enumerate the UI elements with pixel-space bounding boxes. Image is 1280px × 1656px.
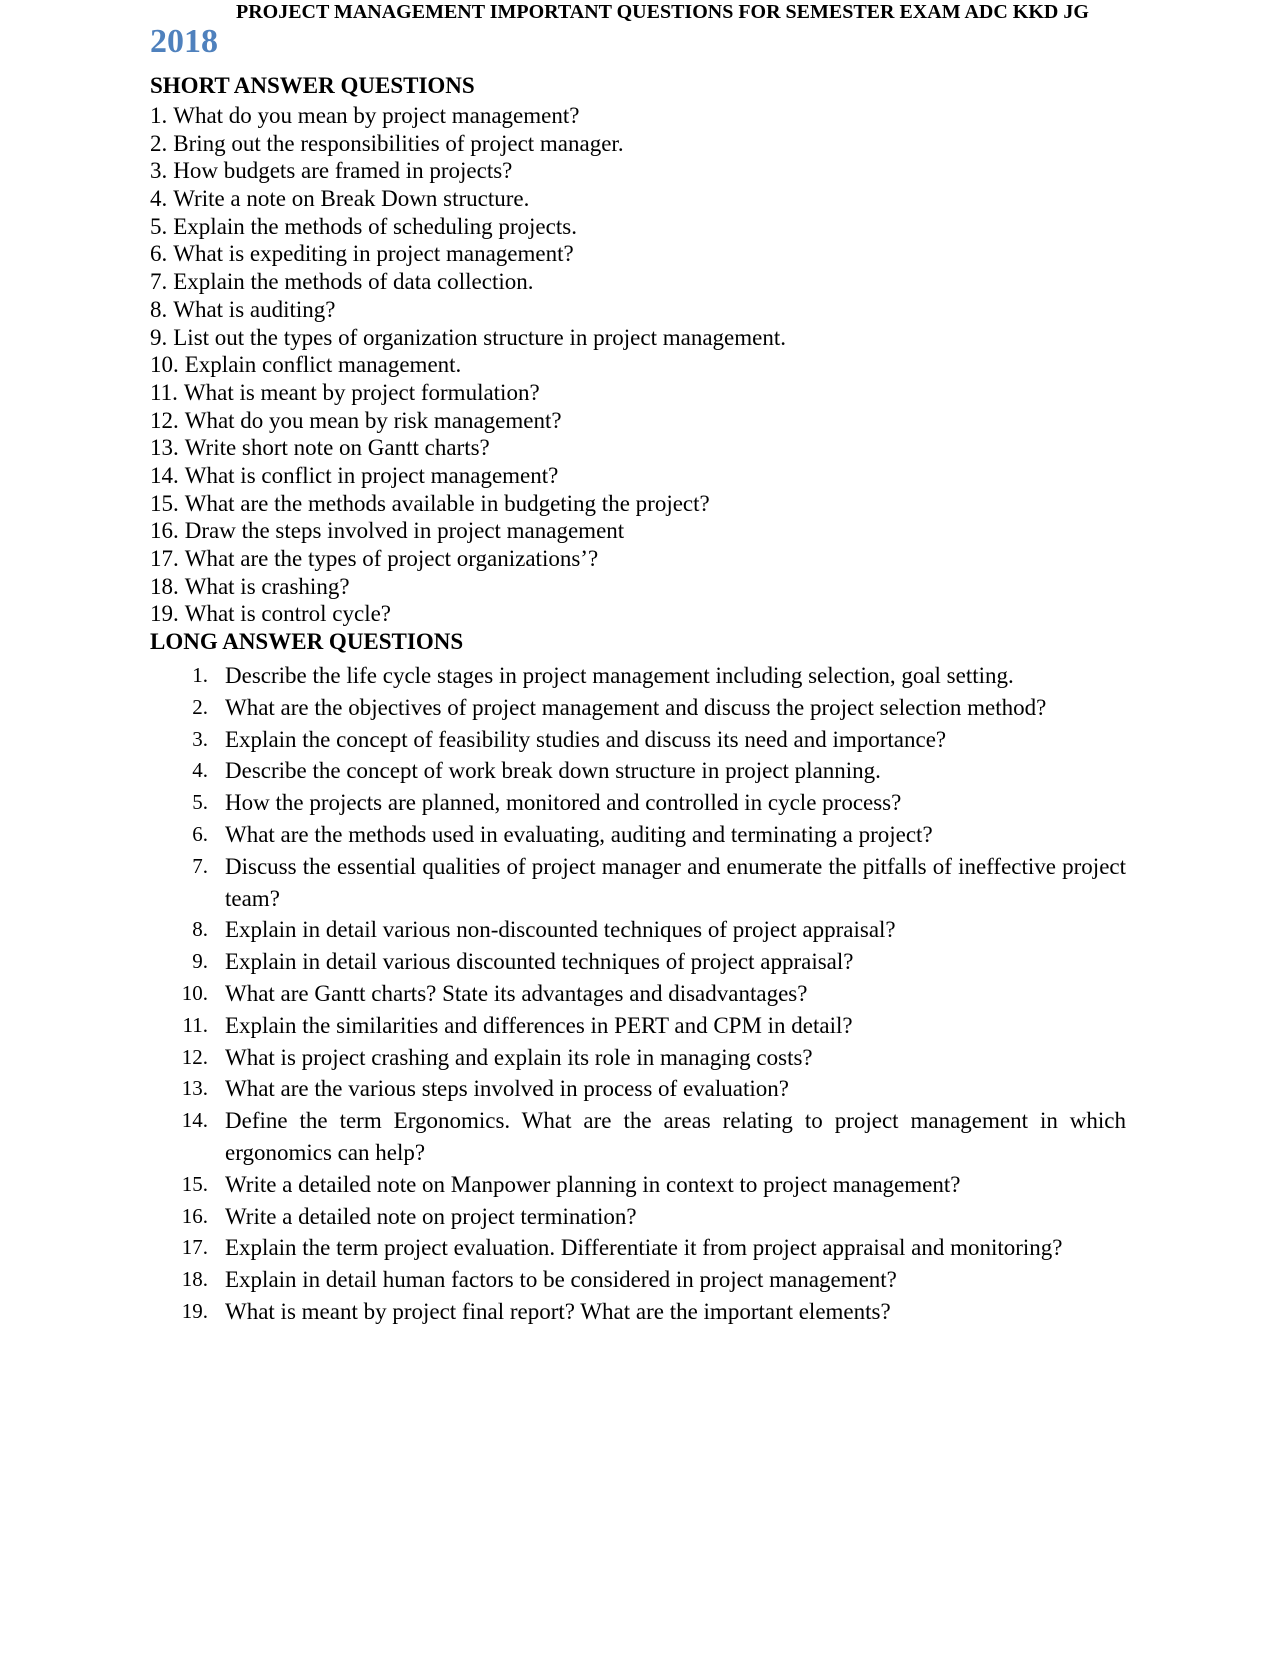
question-number: 16. [150, 518, 179, 544]
question-number: 12. [150, 407, 179, 433]
question-text: What are the types of project organizations’? [184, 546, 599, 571]
question-number: 10. [181, 980, 208, 1005]
long-question-item [150, 914, 1126, 946]
short-question-item [150, 407, 786, 435]
question-text: What is control cycle? [184, 601, 392, 627]
question-text: What are the methods used in evaluating, auditing and terminating a project? [225, 821, 933, 847]
question-text: What is crashing? [184, 573, 350, 599]
question-text: What do you mean by project management? [173, 103, 580, 128]
long-question-item [150, 819, 1126, 851]
long-question-item [150, 1169, 1126, 1201]
question-text: What are the methods available in budgeting the project? [184, 490, 710, 516]
short-question-item [150, 157, 786, 185]
question-text: Explain in detail human factors to be considered in project management? [225, 1267, 897, 1293]
question-text: What is meant by project formulation? [183, 379, 540, 405]
question-number: 15. [150, 490, 179, 516]
question-number: 13. [150, 435, 179, 461]
question-number: 2. [150, 130, 168, 156]
question-number: 10. [150, 352, 179, 378]
long-question-item [150, 755, 1126, 787]
short-question-item [150, 296, 786, 324]
short-question-item [150, 517, 786, 545]
question-number: 16. [181, 1203, 208, 1228]
question-number: 19. [181, 1298, 208, 1323]
question-text: Write short note on Gantt charts? [184, 435, 490, 461]
question-text: What are the objectives of project management and discuss the project selection method? [225, 694, 1047, 720]
short-question-item [150, 213, 786, 241]
long-answer-list [150, 660, 1126, 1328]
short-question-item [150, 130, 786, 158]
question-text: Explain the similarities and differences in PERT and CPM in detail? [225, 1012, 853, 1038]
long-question-item [150, 1201, 1126, 1233]
question-number: 15. [181, 1171, 208, 1196]
short-question-item [150, 434, 786, 462]
question-number: 14. [181, 1108, 208, 1133]
question-number: 3. [150, 158, 168, 184]
question-text: Explain the methods of data collection. [173, 269, 534, 295]
short-question-item [150, 268, 786, 296]
question-number: 13. [181, 1076, 208, 1101]
short-question-item [150, 379, 786, 407]
long-question-item [150, 787, 1126, 819]
short-question-item [150, 462, 786, 490]
question-number: 4. [192, 758, 208, 783]
long-question-item [150, 1105, 1126, 1169]
question-text: Explain in detail various discounted techniques of project appraisal? [225, 949, 854, 975]
long-question-item [150, 692, 1126, 724]
question-text: Bring out the responsibilities of project manager. [173, 130, 624, 156]
short-question-item [150, 545, 786, 573]
question-number: 2. [192, 694, 208, 719]
question-number: 3. [192, 726, 208, 751]
long-question-item [150, 1296, 1126, 1328]
question-text: Write a note on Break Down structure. [173, 186, 530, 212]
question-text: Explain the term project evaluation. Differentiate it from project appraisal and monitoring? [225, 1235, 1063, 1261]
short-question-item [150, 351, 786, 379]
question-text: How budgets are framed in projects? [173, 158, 513, 184]
question-text: What is auditing? [173, 296, 336, 322]
question-number: 9. [150, 324, 168, 350]
question-number: 4. [150, 186, 168, 212]
question-number: 1. [192, 663, 208, 687]
question-number: 8. [150, 296, 168, 322]
question-number: 12. [181, 1044, 208, 1069]
question-text: Discuss the essential qualities of project manager and enumerate the pitfalls of ineffective project team? [225, 853, 1126, 911]
question-text: Explain in detail various non-discounted techniques of project appraisal? [225, 917, 896, 943]
long-question-item [150, 1073, 1126, 1105]
question-text: What is project crashing and explain its role in managing costs? [225, 1044, 813, 1070]
short-answer-list [150, 102, 786, 628]
long-question-item [150, 978, 1126, 1010]
question-number: 6. [192, 821, 208, 846]
long-question-item [150, 1010, 1126, 1042]
question-number: 18. [181, 1267, 208, 1292]
question-number: 6. [150, 241, 168, 267]
question-text: Draw the steps involved in project management [184, 518, 625, 544]
question-text: What do you mean by risk management? [184, 407, 562, 433]
short-question-item [150, 240, 786, 268]
question-number: 18. [150, 573, 179, 599]
long-question-item [150, 724, 1126, 756]
question-text: What is meant by project final report? What are the important elements? [225, 1298, 891, 1324]
short-question-item [150, 573, 786, 601]
year-heading: 2018 [150, 23, 218, 60]
question-text: What is conflict in project management? [184, 462, 559, 488]
long-question-item [150, 1042, 1126, 1074]
long-question-item [150, 660, 1126, 692]
question-text: Describe the concept of work break down structure in project planning. [225, 758, 881, 784]
short-question-item [150, 324, 786, 352]
question-number: 14. [150, 462, 179, 488]
long-question-item [150, 1264, 1126, 1296]
question-text: Explain conflict management. [184, 352, 462, 378]
question-text: Define the term Ergonomics. What are the areas relating to project management in which ergonomics can help? [225, 1108, 1126, 1165]
question-text: Write a detailed note on Manpower planning in context to project management? [225, 1171, 961, 1197]
question-number: 5. [192, 790, 208, 815]
short-question-item [150, 102, 786, 130]
question-number: 7. [150, 269, 168, 295]
question-number: 17. [181, 1235, 208, 1260]
short-question-item [150, 600, 786, 628]
question-number: 17. [150, 546, 179, 571]
long-question-item [150, 851, 1126, 915]
question-number: 19. [150, 601, 179, 627]
question-text: What are the various steps involved in process of evaluation? [225, 1076, 789, 1102]
question-text: Describe the life cycle stages in project management including selection, goal setting. [225, 663, 1014, 688]
long-answer-heading: LONG ANSWER QUESTIONS [150, 629, 464, 654]
long-question-item [150, 1232, 1126, 1264]
question-number: 11. [150, 379, 178, 405]
question-text: What is expediting in project management? [173, 241, 574, 267]
long-question-item [150, 946, 1126, 978]
question-text: What are Gantt charts? State its advantages and disadvantages? [225, 980, 808, 1006]
page-header: PROJECT MANAGEMENT IMPORTANT QUESTIONS FOR SEMESTER EXAM ADC KKD JG [236, 1, 1089, 23]
question-text: How the projects are planned, monitored and controlled in cycle process? [225, 790, 902, 816]
short-question-item [150, 185, 786, 213]
question-text: Explain the methods of scheduling projects. [173, 213, 577, 239]
question-text: Explain the concept of feasibility studies and discuss its need and importance? [225, 726, 947, 752]
question-number: 9. [192, 949, 208, 974]
question-number: 1. [150, 103, 168, 128]
short-question-item [150, 490, 786, 518]
question-text: Write a detailed note on project termination? [225, 1203, 637, 1229]
question-number: 11. [182, 1012, 208, 1037]
short-answer-heading: SHORT ANSWER QUESTIONS [150, 73, 475, 98]
question-text: List out the types of organization structure in project management. [173, 324, 786, 350]
question-number: 5. [150, 213, 168, 239]
question-number: 8. [192, 917, 208, 942]
question-number: 7. [192, 853, 208, 878]
